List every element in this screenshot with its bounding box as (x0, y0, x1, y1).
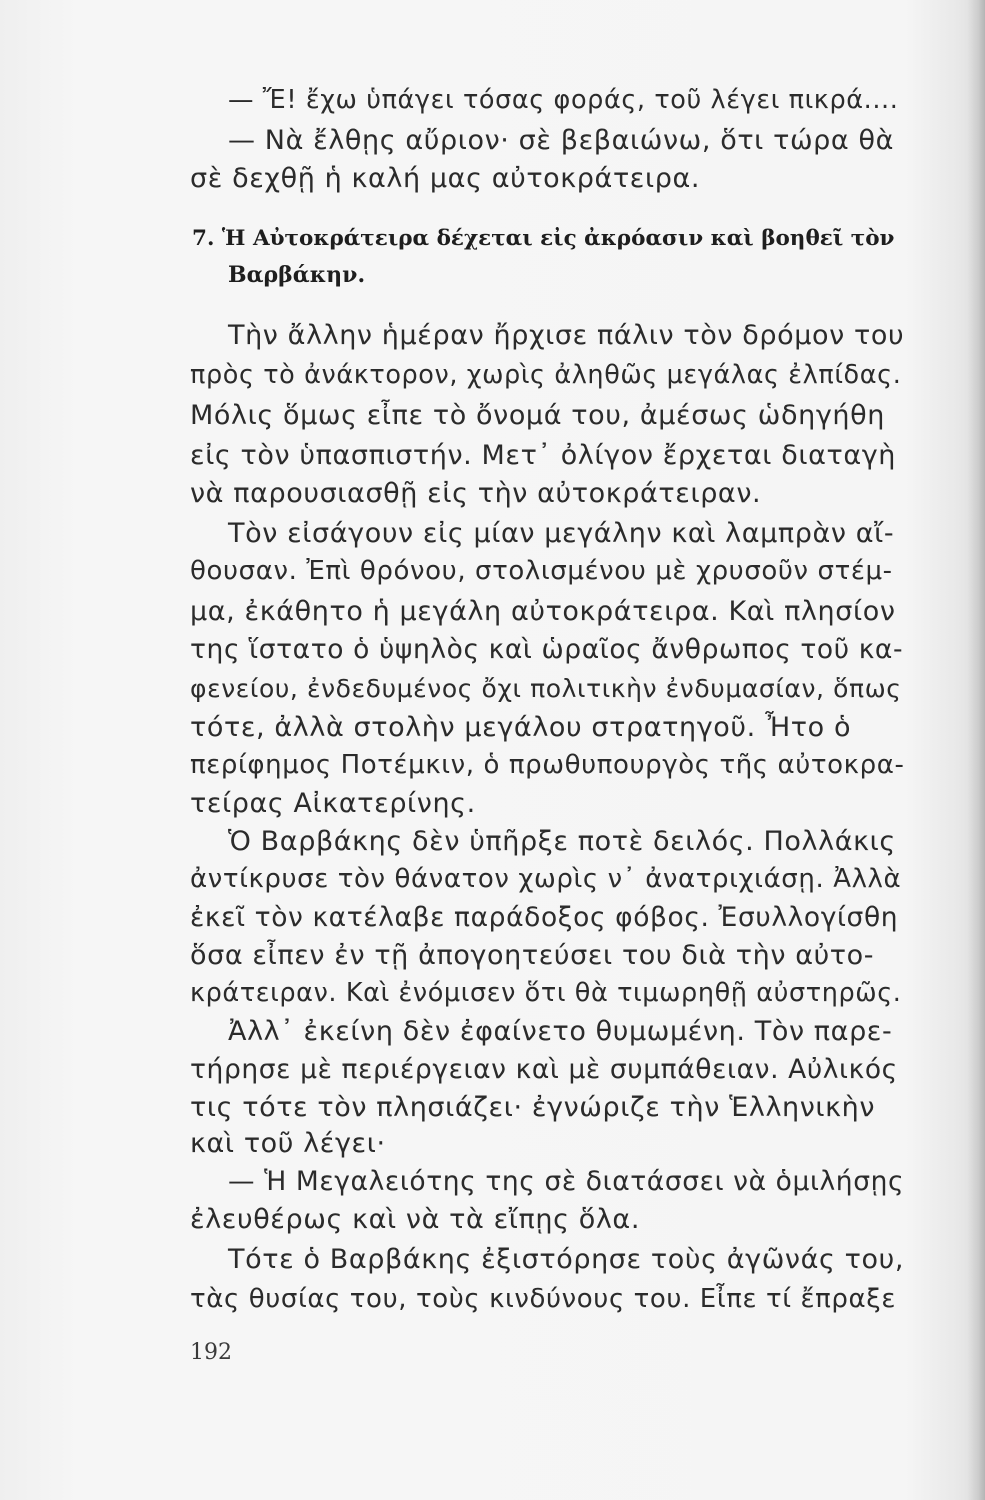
text-line: θουσαν. Ἐπὶ θρόνου, στολισμένου μὲ χρυσοῦν στέμ- (190, 556, 893, 586)
page-number: 192 (190, 1340, 232, 1365)
text-line: ὅσα εἶπεν ἐν τῇ ἀπογοητεύσει του διὰ τὴν αὐτο- (190, 940, 875, 971)
text-line: τείρας Αἰκατερίνης. (190, 788, 476, 819)
text-line: Ἀλλ᾽ ἐκείνη δὲν ἐφαίνετο θυμωμένη. Τὸν παρε- (228, 1016, 893, 1047)
text-line: μα, ἐκάθητο ἡ μεγάλη αὐτοκράτειρα. Καὶ πλησίον (190, 596, 896, 627)
text-line: κράτειραν. Καὶ ἐνόμισεν ὅτι θὰ τιμωρηθῇ αὐστηρῶς. (190, 978, 902, 1008)
text-line: τότε, ἀλλὰ στολὴν μεγάλου στρατηγοῦ. Ἦτο ὁ (190, 712, 852, 743)
text-line: της ἵστατο ὁ ὑψηλὸς καὶ ὡραῖος ἄνθρωπος τοῦ κα- (190, 634, 904, 665)
text-line: νὰ παρουσιασθῇ εἰς τὴν αὐτοκράτειραν. (190, 478, 762, 509)
text-line: ἐλευθέρως καὶ νὰ τὰ εἴπῃς ὅλα. (190, 1204, 641, 1235)
text-line: καὶ τοῦ λέγει· (190, 1128, 386, 1159)
text-line: φενείου, ἐνδεδυμένος ὄχι πολιτικὴν ἐνδυμασίαν, ὅπως (190, 674, 902, 703)
text-line: — Ἔ! ἔχω ὑπάγει τόσας φοράς, τοῦ λέγει πικρά.... (228, 85, 899, 115)
text-line: Μόλις ὅμως εἶπε τὸ ὄνομά του, ἀμέσως ὡδηγήθη (190, 400, 885, 431)
text-line: τήρησε μὲ περιέργειαν καὶ μὲ συμπάθειαν. Αὐλικός (190, 1054, 898, 1085)
text-line: — Νὰ ἔλθῃς αὔριον· σὲ βεβαιώνω, ὅτι τώρα θὰ (228, 125, 894, 156)
text-line: τις τότε τὸν πλησιάζει· ἐγνώριζε τὴν Ἑλληνικὴν (190, 1092, 876, 1123)
text-line: τὰς θυσίας του, τοὺς κινδύνους του. Εἶπε τί ἔπραξε (190, 1284, 897, 1314)
text-line: Τότε ὁ Βαρβάκης ἐξιστόρησε τοὺς ἀγῶνάς του, (228, 1244, 905, 1275)
text-line: σὲ δεχθῇ ἡ καλή μας αὐτοκράτειρα. (190, 163, 701, 194)
text-line: Τὴν ἄλλην ἡμέραν ἤρχισε πάλιν τὸν δρόμον του (228, 320, 905, 351)
text-line: ἐκεῖ τὸν κατέλαβε παράδοξος φόβος. Ἐσυλλογίσθη (190, 902, 899, 933)
text-line: εἰς τὸν ὑπασπιστήν. Μετ᾽ ὀλίγον ἔρχεται διαταγὴ (190, 440, 897, 471)
text-line: Ὁ Βαρβάκης δὲν ὑπῆρξε ποτὲ δειλός. Πολλάκις (228, 826, 896, 857)
text-line: ἀντίκρυσε τὸν θάνατον χωρὶς ν᾽ ἀνατριχιάσῃ. Ἀλλὰ (190, 864, 902, 894)
text-line: — Ἡ Μεγαλειότης της σὲ διατάσσει νὰ ὁμιλήσῃς (228, 1166, 905, 1197)
text-line: Τὸν εἰσάγουν εἰς μίαν μεγάλην καὶ λαμπρὰν αἴ- (228, 518, 895, 549)
page-gutter-shadow (967, 0, 985, 1500)
section-heading-line-1: 7. Ἡ Αὐτοκράτειρα δέχεται εἰς ἀκρόασιν καὶ βοηθεῖ τὸν (192, 226, 895, 251)
text-line: πρὸς τὸ ἀνάκτορον, χωρὶς ἀληθῶς μεγάλας ἐλπίδας. (190, 360, 902, 390)
section-heading-line-2: Βαρβάκην. (228, 262, 366, 288)
text-line: περίφημος Ποτέμκιν, ὁ πρωθυπουργὸς τῆς αὐτοκρα- (190, 750, 905, 780)
